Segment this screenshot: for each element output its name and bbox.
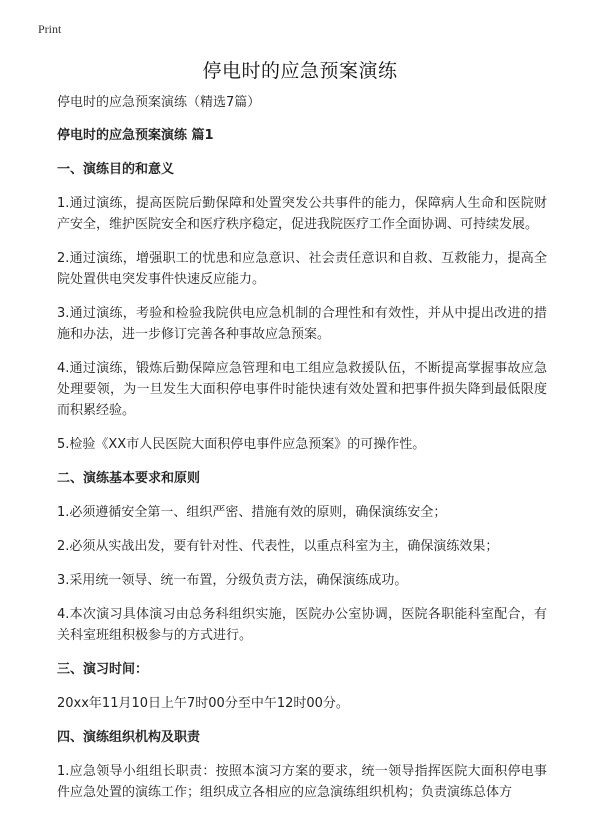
paragraph: 1.通过演练，提高医院后勤保障和处置突发公共事件的能力，保障病人生命和医院财产安全，维护医院安全和医疗秩序稳定，促进我院医疗工作全面协调、可持续发展。	[57, 196, 547, 232]
document-subtitle: 停电时的应急预案演练（精选7篇）	[57, 95, 261, 110]
paragraph: 1.必须遵循安全第一、组织严密、措施有效的原则，确保演练安全；	[57, 505, 447, 520]
paragraph: 2.必须从实战出发，要有针对性、代表性，以重点科室为主，确保演练效果；	[57, 539, 499, 554]
section-heading: 四、演练组织机构及职责	[57, 730, 201, 745]
section-heading: 三、演习时间：	[57, 662, 149, 677]
paragraph: 5.检验《XX市人民医院大面积停电事件应急预案》的可操作性。	[57, 437, 426, 452]
paragraph: 3.通过演练，考验和检验我院供电应急机制的合理性和有效性，并从中提出改进的措施和办法，进一步修订完善各种事故应急预案。	[57, 306, 547, 342]
section-2	[57, 468, 547, 646]
paragraph: 1.应急领导小组组长职责：按照本演习方案的要求，统一领导指挥医院大面积停电事件应急处置的演练工作；组织成立各相应的应急演练组织机构；负责演练总体方	[57, 764, 547, 800]
paragraph: 2.通过演练，增强职工的忧患和应急意识、社会责任意识和自救、互救能力，提高全院处置供电突发事件快速反应能力。	[57, 251, 547, 287]
section-3	[57, 659, 547, 714]
section-heading: 一、演练目的和意义	[57, 162, 175, 177]
paragraph: 4.本次演习具体演习由总务科组织实施，医院办公室协调，医院各职能科室配合，有关科室班组积极参与的方式进行。	[57, 607, 547, 643]
article-heading: 停电时的应急预案演练 篇1	[57, 128, 214, 143]
paragraph: 20xx年11月10日上午7时00分至中午12时00分。	[57, 696, 349, 711]
paragraph: 4.通过演练，锻炼后勤保障应急管理和电工组应急救援队伍，不断提高掌握事故应急处理要领，为一旦发生大面积停电事件时能快速有效处置和把事件损失降到最低限度而积累经验。	[57, 361, 547, 418]
document-body	[57, 92, 547, 816]
paragraph: 3.采用统一领导、统一布置，分级负责方法，确保演练成功。	[57, 573, 408, 588]
document-title: 停电时的应急预案演练	[202, 60, 398, 82]
section-1	[57, 159, 547, 455]
section-4	[57, 727, 547, 803]
print-label[interactable]: Print	[38, 22, 62, 36]
section-heading: 二、演练基本要求和原则	[57, 471, 201, 486]
